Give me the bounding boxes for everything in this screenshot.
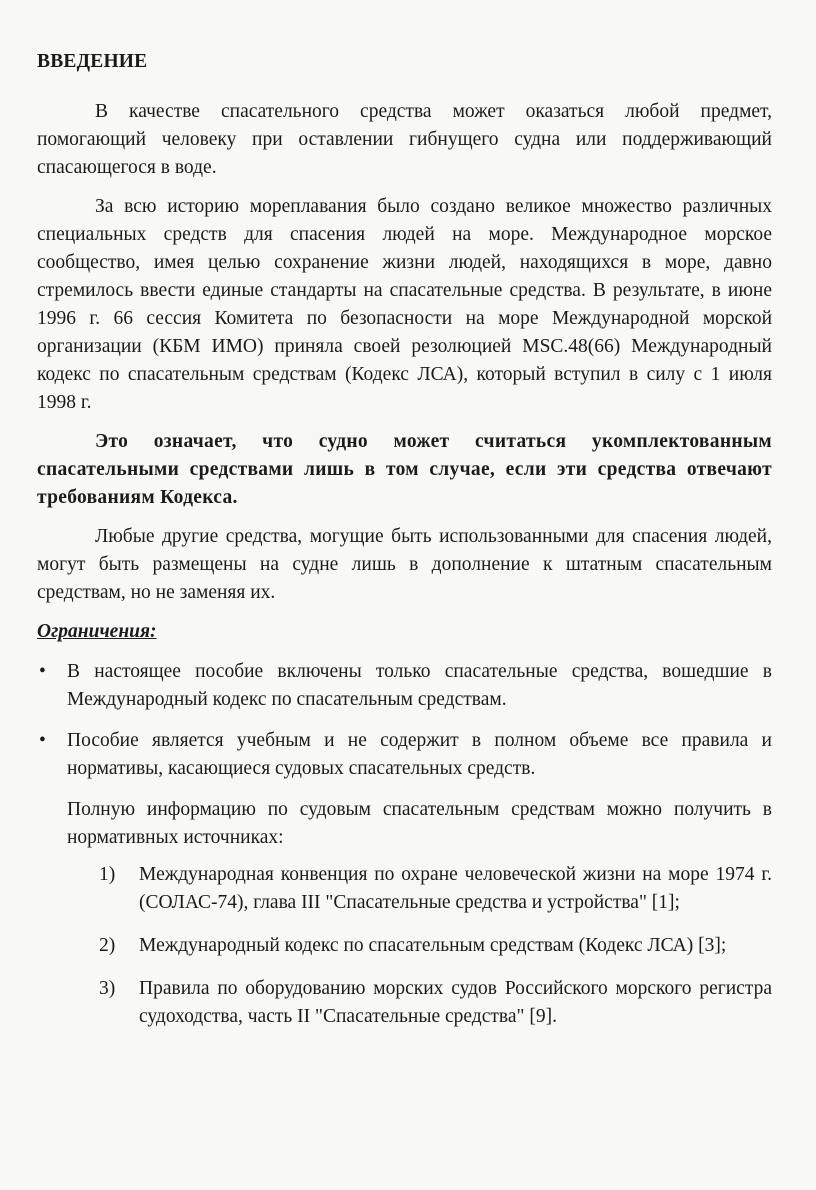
list-item: [37, 727, 772, 783]
source-text: Международная конвенция по охране человеческой жизни на море 1974 г. (СОЛАС-74), глава III "Спасательные средства и устройства" [1];: [139, 864, 772, 913]
source-item: [37, 861, 772, 917]
paragraph: В качестве спасательного средства может оказаться любой предмет, помогающий человеку при оставлении гибнущего судна или поддерживающий спасающегося в воде.: [37, 101, 772, 178]
bullet-icon: •: [39, 661, 46, 682]
paragraph: За всю историю мореплавания было создано великое множество различных специальных средств для спасения людей на море. Международное морское сообщество, имея целью сохранение жизни людей, находящихся в море, давно стремилось ввести единые стандарты на спасательные средства. В результате, в июне 1996 г. 66 сессия Комитета по безопасности на море Международной морской организации (КБМ ИМО) приняла своей резолюцией MSC.48(66) Международный кодекс по спасательным средствам (Кодекс ЛСА), который вступил в силу с 1 июля 1998 г.: [37, 196, 772, 413]
source-text: Правила по оборудованию морских судов Российского морского регистра судоходства, часть II "Спасательные средства" [9].: [139, 978, 772, 1027]
list-item: [37, 658, 772, 714]
source-text: Международный кодекс по спасательным средствам (Кодекс ЛСА) [3];: [139, 935, 727, 956]
bullet-icon: •: [39, 730, 46, 751]
source-item: [37, 932, 772, 960]
paragraph-emphasis: Это означает, что судно может считаться укомплектованным спасательными средствами лишь в том случае, если эти средства отвечают требованиям Кодекса.: [37, 431, 772, 508]
page-title: ВВЕДЕНИЕ: [37, 51, 148, 72]
limitations-list: [37, 658, 772, 783]
list-item-text: В настоящее пособие включены только спасательные средства, вошедшие в Международный кодекс по спасательным средствам.: [67, 661, 772, 710]
source-number: 3): [99, 978, 116, 999]
source-number: 1): [99, 864, 116, 885]
sources-intro: Полную информацию по судовым спасательным средствам можно получить в нормативных источниках:: [67, 799, 772, 848]
limitations-heading: Ограничения:: [37, 621, 157, 642]
sources-list: [37, 861, 772, 1031]
source-number: 2): [99, 935, 116, 956]
list-item-text: Пособие является учебным и не содержит в полном объеме все правила и нормативы, касающиеся судовых спасательных средств.: [67, 730, 772, 779]
paragraph: Любые другие средства, могущие быть использованными для спасения людей, могут быть размещены на судне лишь в дополнение к штатным спасательным средствам, но не заменяя их.: [37, 526, 772, 603]
source-item: [37, 975, 772, 1031]
